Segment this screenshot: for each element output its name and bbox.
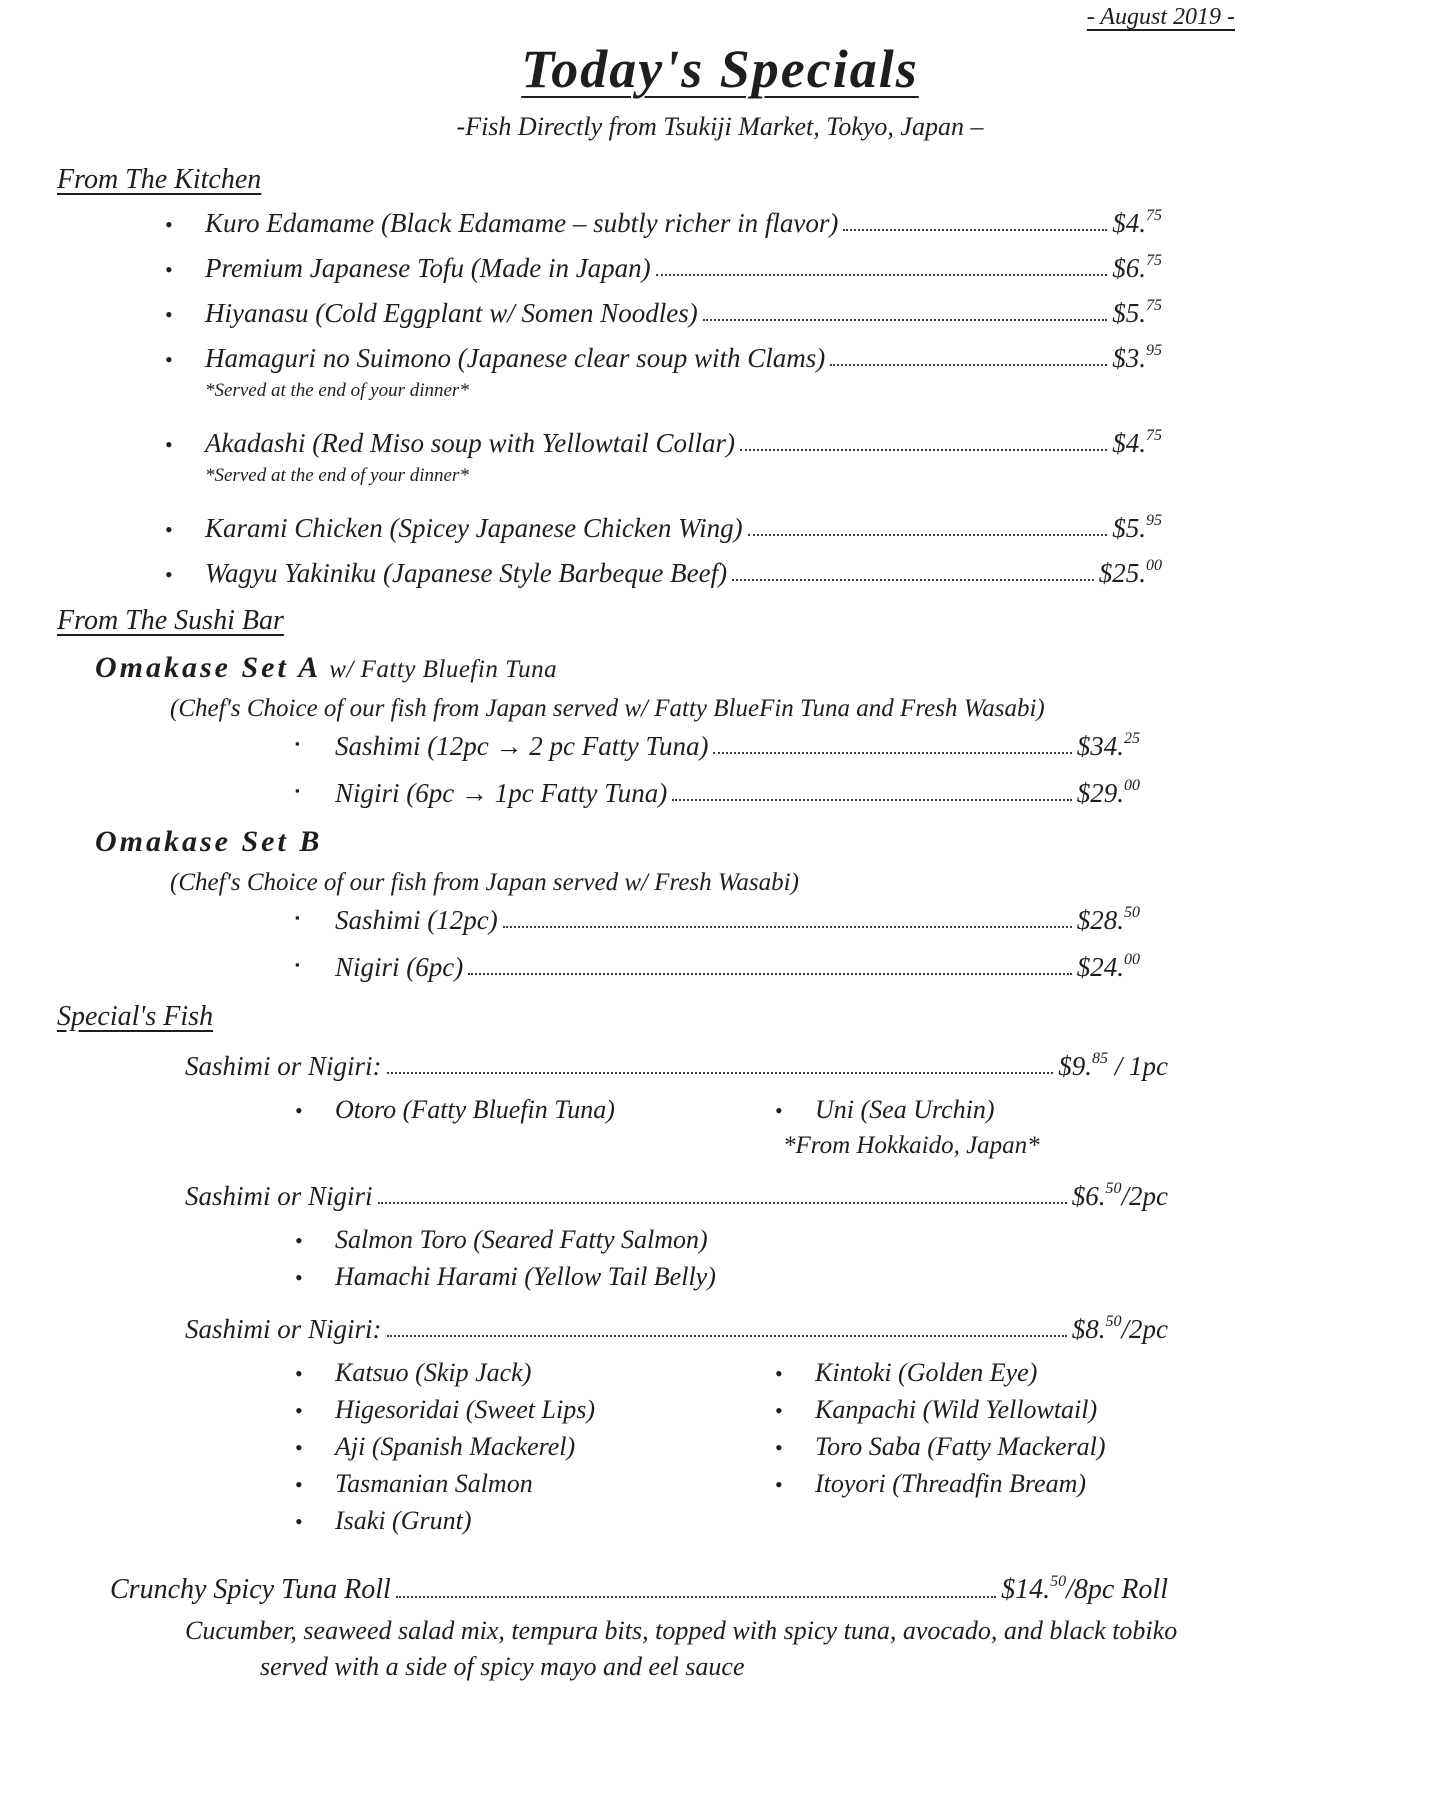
fish-column-left [295,1092,775,1163]
specials-price-line [0,1314,1440,1345]
bullet-icon: • [295,1398,303,1423]
item-name: Higesoridai (Sweet Lips) [335,1395,595,1424]
set-a-name: Omakase Set A [95,651,322,684]
menu-item [0,905,1440,936]
price-dollars: $6. [1071,1181,1106,1211]
item-name: Sashimi (12pc → 2 pc Fatty Tuna) [335,731,709,761]
price-cents: 50 [1124,904,1140,921]
fish-column-left [295,1222,775,1296]
specials-price-line [0,1181,1440,1212]
price-dollars: $4. [1112,208,1146,238]
fish-item [775,1392,1106,1429]
bullet-icon: • [295,1361,303,1386]
fish-column-right [775,1355,1106,1540]
item-price [1112,343,1162,374]
item-name: Karami Chicken (Spicey Japanese Chicken Wing) [205,513,743,543]
fish-column-left [295,1355,775,1540]
fish-item [295,1259,775,1296]
bullet-icon: • [165,212,173,237]
price-dollars: $29. [1076,778,1124,808]
price-dollars: $9. [1058,1051,1092,1081]
dotted-leader [387,1072,1054,1074]
item-name: Kintoki (Golden Eye) [815,1358,1038,1387]
square-bullet-icon: ▪ [295,957,300,972]
bullet-icon: • [775,1098,783,1123]
price-cents: 85 [1092,1050,1108,1067]
price-dollars: $6. [1112,253,1146,283]
price-dollars: $5. [1112,513,1146,543]
bullet-icon: • [295,1472,303,1497]
dotted-leader [387,1335,1067,1337]
menu-item [0,778,1440,809]
price-cents: 95 [1146,512,1162,529]
price-cents: 50 [1050,1572,1067,1590]
dotted-leader [656,274,1108,276]
price-cents: 25 [1124,730,1140,747]
item-name: Uni (Sea Urchin) [815,1095,995,1124]
menu-item [0,428,1440,459]
bullet-icon: • [165,517,173,542]
dotted-leader [672,799,1072,801]
fish-item [295,1503,775,1540]
fish-item [775,1429,1106,1466]
bullet-icon: • [295,1098,303,1123]
price-dollars: $24. [1076,952,1124,982]
dotted-leader [396,1596,996,1598]
item-name: Isaki (Grunt) [335,1506,472,1535]
price-cents: 95 [1146,342,1162,359]
item-name: Crunchy Spicy Tuna Roll [110,1574,391,1605]
specials-price-line [0,1051,1440,1082]
dotted-leader [713,752,1071,754]
menu-item [0,253,1440,284]
price-unit: /2pc [1121,1181,1168,1211]
price-cents: 50 [1105,1313,1122,1330]
item-note: *Served at the end of your dinner* [205,465,469,486]
item-name: Kuro Edamame (Black Edamame – subtly richer in flavor) [205,208,839,238]
price-cents: 75 [1146,297,1162,314]
item-price [1099,558,1162,589]
price-dollars: $28. [1076,905,1124,935]
section-heading-specials-fish: Special's Fish [57,1001,214,1032]
menu-item [0,558,1440,589]
bullet-icon: • [775,1472,783,1497]
fish-item [295,1429,775,1466]
item-price [1077,952,1140,983]
item-price [1112,298,1162,329]
omakase-set-b-title [95,825,1440,859]
item-name: Kanpachi (Wild Yellowtail) [815,1395,1098,1424]
item-name: Wagyu Yakiniku (Japanese Style Barbeque Beef) [205,558,728,588]
dotted-leader [503,926,1072,928]
set-a-description: (Chef's Choice of our fish from Japan served w/ Fatty BlueFin Tuna and Fresh Wasabi) [170,695,1045,722]
bullet-icon: • [165,302,173,327]
group-price [1072,1181,1168,1212]
price-cents: 00 [1124,951,1140,968]
page-title: Today's Specials [521,39,919,99]
bullet-icon: • [165,562,173,587]
dotted-leader [830,364,1107,366]
bullet-icon: • [165,432,173,457]
menu-item [0,952,1440,983]
crunchy-roll-line [0,1574,1440,1606]
bullet-icon: • [775,1361,783,1386]
dotted-leader [468,973,1072,975]
item-name: Tasmanian Salmon [335,1469,533,1498]
fish-item [295,1466,775,1503]
price-cents: 00 [1124,777,1140,794]
group-price [1072,1314,1168,1345]
dotted-leader [843,229,1107,231]
roll-description-line1: Cucumber, seaweed salad mix, tempura bits, topped with spicy tuna, avocado, and black tobiko [185,1616,1178,1645]
item-name: Nigiri (6pc) [335,952,464,982]
section-heading-sushi-bar: From The Sushi Bar [57,605,284,636]
specials-fish-columns [0,1355,1440,1540]
fish-item [295,1092,775,1129]
fish-item [295,1392,775,1429]
price-cents: 75 [1146,252,1162,269]
bullet-icon: • [295,1509,303,1534]
item-price [1077,905,1140,936]
item-price [1112,428,1162,459]
item-name: Akadashi (Red Miso soup with Yellowtail Collar) [205,428,736,458]
item-name: Hamachi Harami (Yellow Tail Belly) [335,1262,716,1291]
group-price [1058,1051,1168,1082]
fish-item-note: *From Hokkaido, Japan* [783,1132,1040,1159]
dotted-leader [732,579,1094,581]
price-unit: / 1pc [1108,1051,1168,1081]
bullet-icon: • [775,1435,783,1460]
item-price [1112,513,1162,544]
fish-item [295,1222,775,1259]
item-name: Hiyanasu (Cold Eggplant w/ Somen Noodles) [205,298,698,328]
bullet-icon: • [295,1228,303,1253]
fish-item [295,1355,775,1392]
dotted-leader [740,449,1107,451]
item-name: Toro Saba (Fatty Mackeral) [815,1432,1106,1461]
price-dollars: $14. [1001,1574,1051,1605]
price-dollars: $34. [1076,731,1124,761]
bullet-icon: • [165,257,173,282]
price-dollars: $3. [1112,343,1146,373]
item-name: Aji (Spanish Mackerel) [335,1432,576,1461]
item-name: Hamaguri no Suimono (Japanese clear soup with Clams) [205,343,826,373]
item-name: Premium Japanese Tofu (Made in Japan) [205,253,651,283]
roll-description-line2: served with a side of spicy mayo and eel sauce [260,1652,745,1681]
dotted-leader [378,1202,1067,1204]
item-name: Katsuo (Skip Jack) [335,1358,532,1387]
fish-item [775,1466,1106,1503]
specials-fish-columns [0,1222,1440,1296]
dotted-leader [703,319,1108,321]
group-label: Sashimi or Nigiri: [185,1051,382,1081]
item-name: Salmon Toro (Seared Fatty Salmon) [335,1225,708,1254]
kitchen-item-list [0,208,1440,589]
item-name: Sashimi (12pc) [335,905,498,935]
item-name: Nigiri (6pc → 1pc Fatty Tuna) [335,778,668,808]
price-cents: 75 [1146,207,1162,224]
set-a-suffix: w/ Fatty Bluefin Tuna [329,656,558,683]
group-label: Sashimi or Nigiri: [185,1314,382,1344]
price-unit: /2pc [1121,1314,1168,1344]
price-cents: 50 [1105,1180,1122,1197]
item-price [1077,731,1140,762]
item-name: Itoyori (Threadfin Bream) [815,1469,1087,1498]
item-price [1112,253,1162,284]
square-bullet-icon: ▪ [295,910,300,925]
square-bullet-icon: ▪ [295,783,300,798]
menu-subtitle: -Fish Directly from Tsukiji Market, Tokyo, Japan – [456,112,984,141]
item-price [1001,1574,1168,1606]
square-bullet-icon: ▪ [295,736,300,751]
item-note: *Served at the end of your dinner* [205,380,469,401]
menu-item [0,731,1440,762]
price-cents: 75 [1146,427,1162,444]
fish-item [775,1092,1040,1129]
item-price [1112,208,1162,239]
price-dollars: $4. [1112,428,1146,458]
group-label: Sashimi or Nigiri [185,1181,373,1211]
bullet-icon: • [165,347,173,372]
menu-item [0,208,1440,239]
menu-item [0,298,1440,329]
bullet-icon: • [295,1265,303,1290]
specials-fish-columns [0,1092,1440,1163]
fish-column-right [775,1092,1040,1163]
price-unit: /8pc Roll [1066,1574,1168,1605]
set-b-name: Omakase Set B [95,825,323,858]
item-price [1077,778,1140,809]
price-dollars: $8. [1071,1314,1106,1344]
bullet-icon: • [775,1398,783,1423]
item-name: Otoro (Fatty Bluefin Tuna) [335,1095,615,1124]
set-b-description: (Chef's Choice of our fish from Japan served w/ Fresh Wasabi) [170,869,799,896]
fish-item [775,1355,1106,1392]
dotted-leader [748,534,1108,536]
menu-date: - August 2019 - [1086,4,1235,30]
price-cents: 00 [1146,557,1162,574]
section-heading-kitchen: From The Kitchen [57,164,262,195]
bullet-icon: • [295,1435,303,1460]
menu-item [0,513,1440,544]
omakase-set-a-title [95,651,1440,685]
price-dollars: $5. [1112,298,1146,328]
menu-item [0,343,1440,374]
price-dollars: $25. [1098,558,1146,588]
